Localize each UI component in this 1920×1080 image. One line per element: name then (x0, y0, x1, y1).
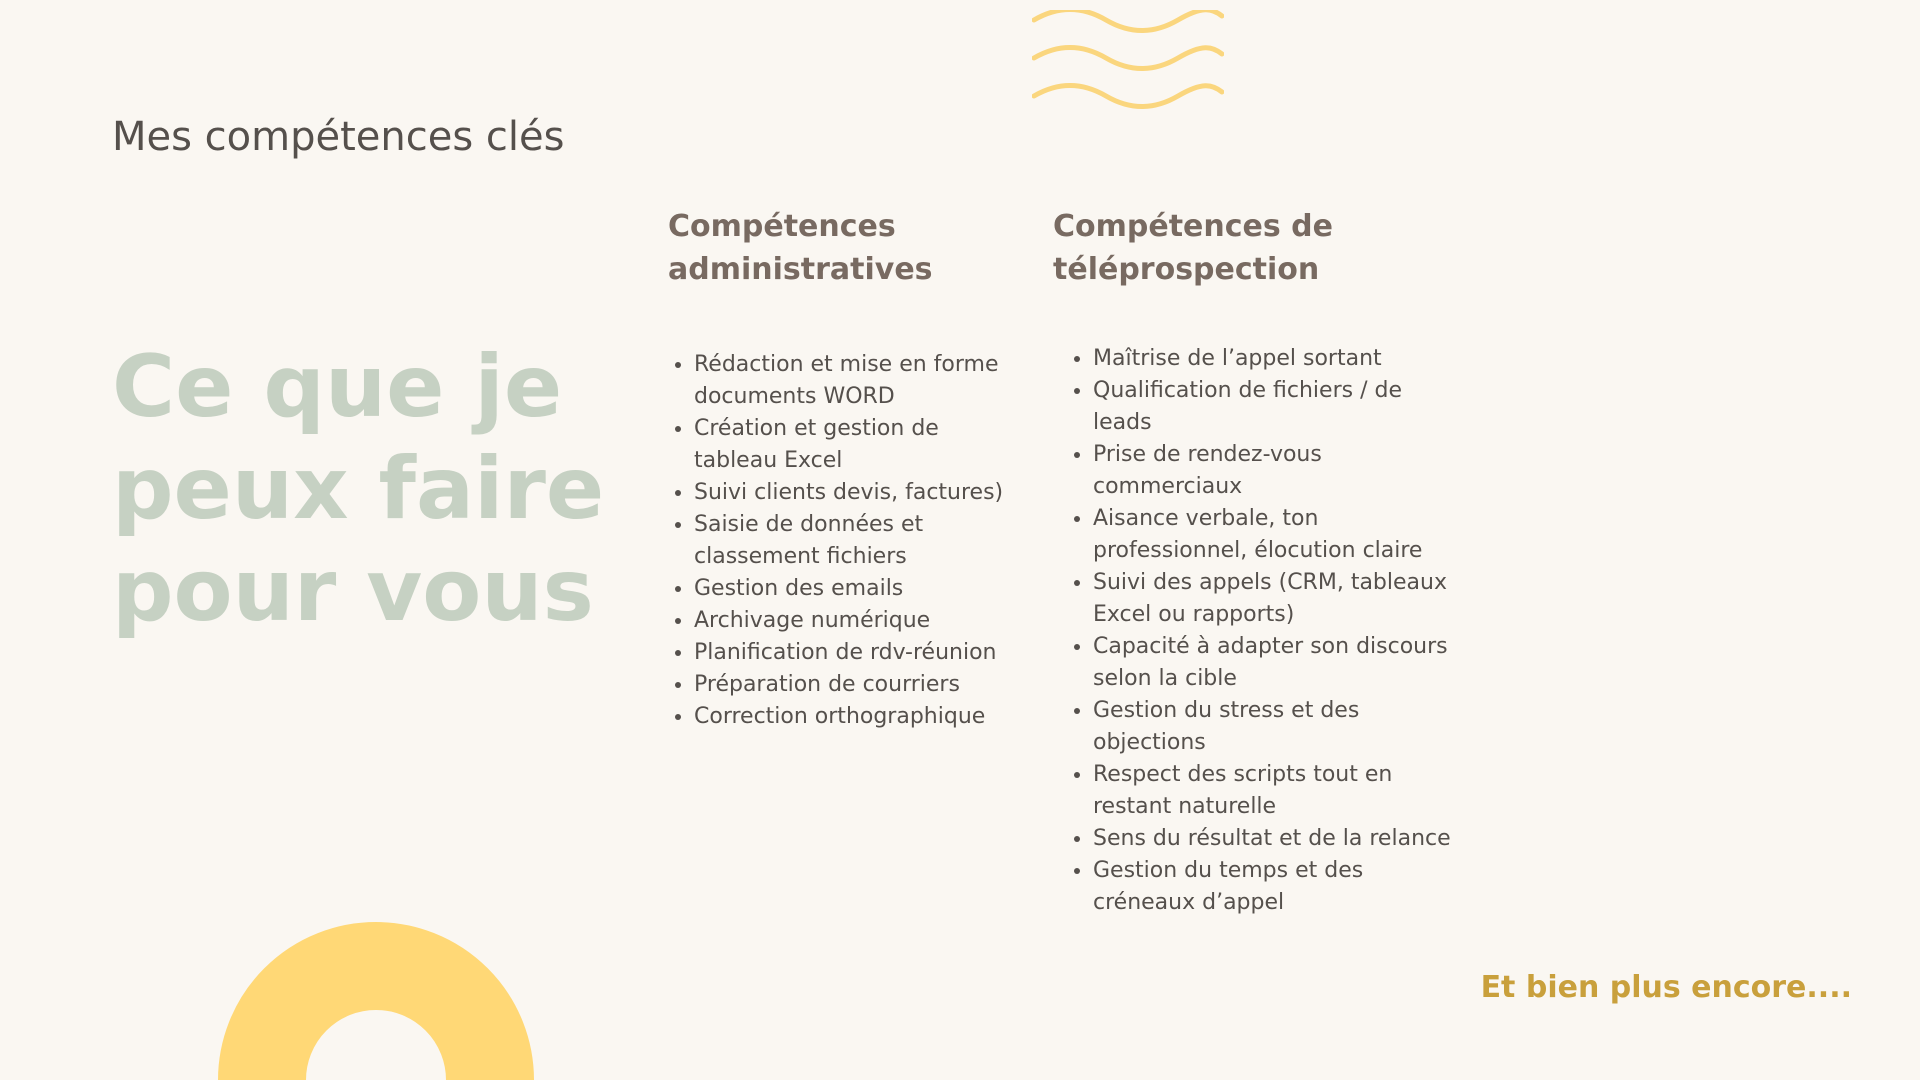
section-title: Mes compétences clés (112, 114, 565, 160)
list-item: • Correction orthographique (694, 701, 1028, 733)
list-item: • Qualification de fichiers / de leads (1093, 375, 1453, 439)
teleprospection-skills-list (1053, 343, 1453, 919)
admin-skills-heading: Compétences administratives (668, 209, 933, 287)
list-item: • Capacité à adapter son discours selon la cible (1093, 631, 1453, 695)
list-item: • Suivi clients devis, factures) (694, 477, 1028, 509)
list-item: • Création et gestion de tableau Excel (694, 413, 1028, 477)
list-item: • Saisie de données et classement fichiers (694, 509, 1028, 573)
wave-decoration (1032, 10, 1224, 118)
list-item: • Planification de rdv-réunion (694, 637, 1028, 669)
hero-line: Ce que je (112, 337, 563, 437)
list-item: • Maîtrise de l’appel sortant (1093, 343, 1453, 375)
list-item: • Préparation de courriers (694, 669, 1028, 701)
list-item: • Gestion du temps et des créneaux d’appel (1093, 855, 1453, 919)
admin-skills-column (668, 205, 1028, 733)
admin-skills-list (668, 349, 1028, 733)
list-item: • Gestion des emails (694, 573, 1028, 605)
list-item: • Respect des scripts tout en restant naturelle (1093, 759, 1453, 823)
teleprospection-skills-column (1053, 205, 1453, 919)
teleprospection-skills-heading: Compétences de téléprospection (1053, 209, 1334, 287)
hero-line: pour vous (112, 541, 594, 641)
list-item: • Prise de rendez-vous commerciaux (1093, 439, 1453, 503)
list-item: • Archivage numérique (694, 605, 1028, 637)
list-item: • Gestion du stress et des objections (1093, 695, 1453, 759)
list-item: • Sens du résultat et de la relance (1093, 823, 1453, 855)
hero-heading (112, 336, 632, 642)
hero-line: peux faire (112, 439, 605, 539)
footer-note: Et bien plus encore.... (1480, 970, 1852, 1005)
list-item: • Rédaction et mise en forme documents WORD (694, 349, 1028, 413)
ring-decoration (218, 922, 534, 1080)
list-item: • Aisance verbale, ton professionnel, élocution claire (1093, 503, 1453, 567)
list-item: • Suivi des appels (CRM, tableaux Excel ou rapports) (1093, 567, 1453, 631)
